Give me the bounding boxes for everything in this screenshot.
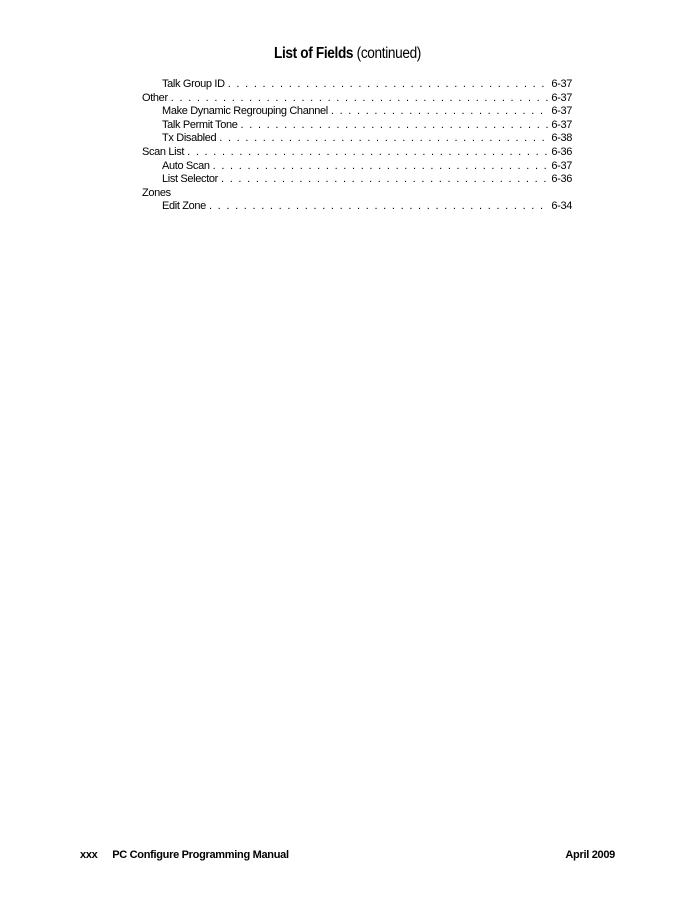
toc-heading-zones <box>142 187 572 201</box>
page-title <box>42 45 654 63</box>
toc-dot-leader <box>219 132 549 146</box>
toc-entry-tx-disabled[interactable] <box>142 132 572 146</box>
toc-entry-page: 6-37 <box>551 91 572 104</box>
toc-entry-page: 6-38 <box>551 132 572 145</box>
toc-entry-page: 6-37 <box>551 78 572 90</box>
toc-entry-page: 6-36 <box>551 173 572 186</box>
toc-dot-leader <box>241 119 550 133</box>
toc-entry-auto-scan[interactable] <box>142 160 572 174</box>
toc-dot-leader <box>171 92 550 106</box>
toc-entry-label: Scan List <box>142 145 185 158</box>
toc-entry-label: Talk Permit Tone <box>162 118 238 131</box>
toc-dot-leader <box>187 146 549 160</box>
toc-entry-label: Edit Zone <box>162 200 206 213</box>
footer-page-number: xxx <box>80 849 98 861</box>
toc-entry-label: Auto Scan <box>162 159 210 172</box>
toc-heading-label: Zones <box>142 186 171 199</box>
toc-entry-scan-list[interactable] <box>142 146 572 160</box>
toc-entry-label: Other <box>142 91 168 104</box>
footer-date: April 2009 <box>565 849 615 861</box>
toc-entry-page: 6-37 <box>551 159 572 172</box>
footer-manual-title: PC Configure Programming Manual <box>112 849 289 861</box>
toc-entry-page: 6-36 <box>551 145 572 158</box>
page-title-suffix: (continued) <box>356 45 422 62</box>
toc-dot-leader <box>213 160 550 174</box>
toc-entry-edit-zone[interactable] <box>142 200 572 214</box>
toc-entry-talk-group-id[interactable] <box>142 78 572 92</box>
toc-entry-label: List Selector <box>162 173 218 186</box>
toc-dot-leader <box>221 173 549 187</box>
toc-entry-page: 6-37 <box>551 118 572 131</box>
toc-entry-other[interactable] <box>142 92 572 106</box>
toc-entry-label: Talk Group ID <box>162 78 225 90</box>
footer-left <box>80 849 289 861</box>
toc-entry-page: 6-37 <box>551 105 572 118</box>
toc-entry-list-selector[interactable] <box>142 173 572 187</box>
toc-entry-label: Make Dynamic Regrouping Channel <box>162 105 328 118</box>
table-of-contents <box>142 78 572 214</box>
page-title-main: List of Fields <box>273 45 354 62</box>
toc-entry-page: 6-34 <box>551 200 572 213</box>
toc-entry-talk-permit-tone[interactable] <box>142 119 572 133</box>
toc-dot-leader <box>228 78 550 92</box>
toc-entry-make-dynamic-regrouping-channel[interactable] <box>142 105 572 119</box>
toc-entry-label: Tx Disabled <box>162 132 217 145</box>
toc-dot-leader <box>331 105 550 119</box>
page-footer <box>80 849 615 861</box>
toc-dot-leader <box>209 200 549 214</box>
